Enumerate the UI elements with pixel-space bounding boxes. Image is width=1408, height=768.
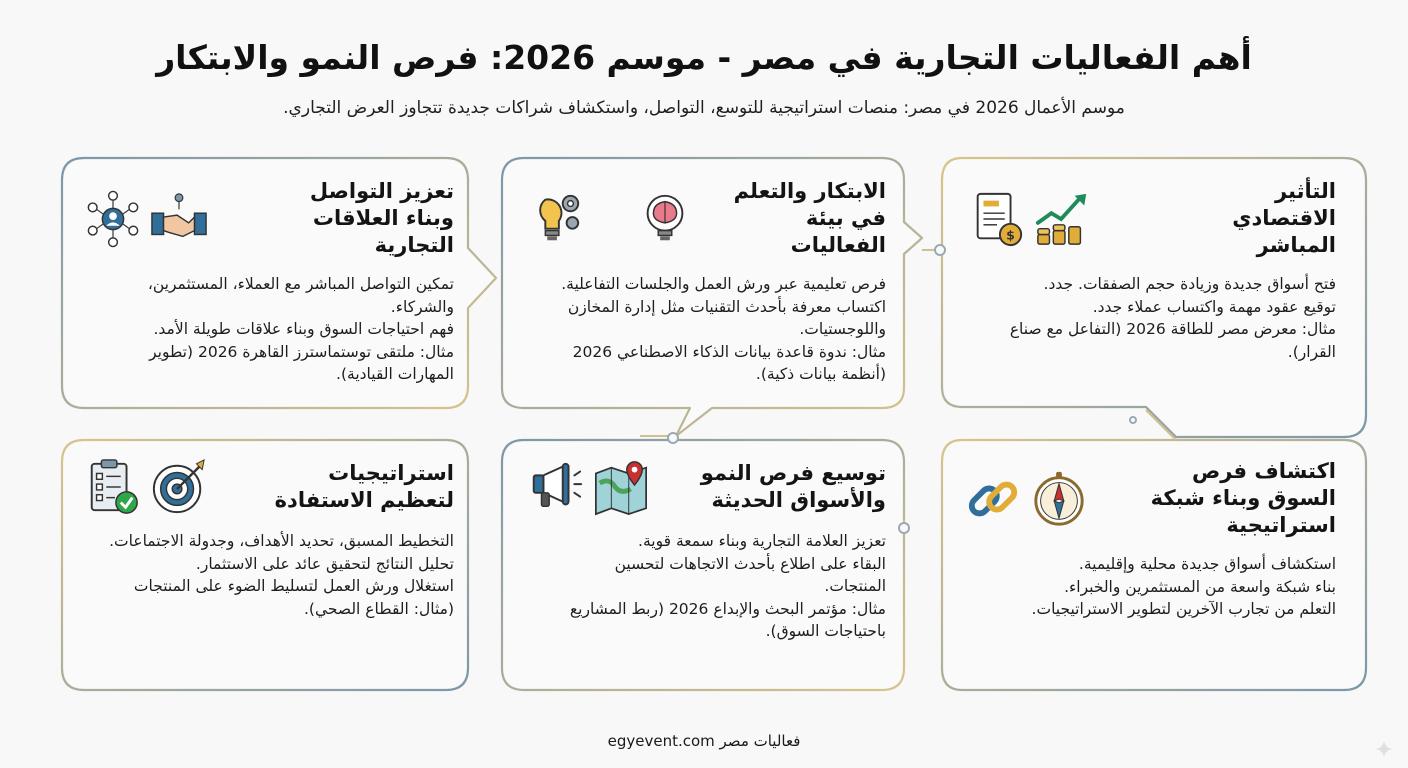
card-title: استراتيجيات لتعظيم الاستفادة (274, 461, 454, 512)
card-line: اكتساب معرفة بأحدث التقنيات مثل إدارة المخازن واللوجستيات. (567, 297, 886, 338)
handshake-icon (150, 190, 208, 248)
card-body (104, 273, 454, 386)
card-line: مثال: ندوة قاعدة بيانات الذكاء الاصطناعي 2026 (أنظمة بيانات ذكية). (572, 342, 886, 383)
target-arrow-icon (150, 458, 208, 516)
card-growth (526, 458, 886, 643)
compass-icon (1030, 470, 1088, 528)
card-body (556, 530, 886, 643)
megaphone-icon (526, 458, 584, 516)
card-icons (84, 458, 208, 516)
footer-source: فعاليات مصر egyevent.com (607, 732, 801, 750)
page-subtitle: موسم الأعمال 2026 في مصر: منصات استراتيجية للتوسع، التواصل، واستكشاف شراكات جديدة تتجاوز العرض التجاري. (283, 98, 1125, 118)
card-line: توقيع عقود مهمة واكتساب عملاء جدد. (1092, 297, 1336, 316)
card-icons (636, 190, 694, 248)
card-title: التأثير الاقتصادي المباشر (1232, 179, 1336, 257)
card-line: تحليل النتائج لتحقيق عائد على الاستثمار. (195, 554, 454, 573)
card-title: تعزيز التواصل وبناء العلاقات التجارية (309, 179, 454, 257)
card-icons (964, 470, 1088, 528)
financial-document-icon (968, 190, 1026, 248)
card-icons (968, 190, 1092, 248)
chain-link-icon (964, 470, 1022, 528)
card-body (986, 273, 1336, 363)
sparkle-icon (1375, 740, 1393, 758)
card-head (526, 458, 886, 516)
card-line: فهم احتياجات السوق وبناء علاقات طويلة الأمد. (153, 320, 454, 338)
lightbulb-gears-icon (526, 190, 584, 248)
card-body (984, 553, 1336, 621)
checklist-icon (84, 458, 142, 516)
card-head (968, 178, 1336, 259)
card-line: مثال: ملتقى توستماسترز القاهرة 2026 (تطوير المهارات القيادية). (149, 342, 454, 383)
card-body (556, 273, 886, 386)
card-title: اكتشاف فرص السوق وبناء شبكة استراتيجية (1150, 459, 1336, 537)
network-people-icon (84, 190, 142, 248)
card-line: بناء شبكة واسعة من المستثمرين والخبراء. (1064, 577, 1336, 596)
svg-text:$: $ (1006, 226, 1015, 242)
card-line: التخطيط المسبق، تحديد الأهداف، وجدولة الاجتماعات. (109, 532, 454, 550)
brain-bulb-icon (636, 190, 694, 248)
card-line: تمكين التواصل المباشر مع العملاء، المستثمرين، والشركاء. (147, 275, 454, 316)
card-line: تعزيز العلامة التجارية وبناء سمعة قوية. (638, 532, 886, 550)
map-pin-icon (592, 458, 650, 516)
card-body (104, 530, 454, 620)
card-head (964, 458, 1336, 539)
card-title: الابتكار والتعلم في بيئة الفعاليات (733, 179, 886, 257)
card-strategy (84, 458, 454, 620)
card-line: التعلم من تجارب الآخرين لتطوير الاستراتيجيات. (1031, 600, 1336, 618)
card-innovation (526, 178, 886, 386)
card-line: استكشاف أسواق جديدة محلية وإقليمية. (1078, 555, 1336, 573)
card-head (526, 178, 886, 259)
growth-chart-coins-icon (1034, 190, 1092, 248)
card-icons (526, 190, 584, 248)
card-line: فرص تعليمية عبر ورش العمل والجلسات التفاعلية. (561, 275, 886, 293)
card-economic-impact (968, 178, 1336, 363)
card-line: مثال: معرض مصر للطاقة 2026 (التفاعل مع صناع القرار). (1009, 320, 1336, 361)
card-icons (84, 190, 208, 248)
card-head (84, 458, 454, 516)
card-line: البقاء على اطلاع بأحدث الاتجاهات لتحسين المنتجات. (614, 554, 886, 595)
page-title: أهم الفعاليات التجارية في مصر - موسم 2026: فرص النمو والابتكار (156, 38, 1252, 77)
card-title: توسيع فرص النمو والأسواق الحديثة (700, 461, 886, 512)
card-networking (84, 178, 454, 386)
card-head (84, 178, 454, 259)
card-line: فتح أسواق جديدة وزيادة حجم الصفقات. جدد. (1043, 275, 1336, 293)
card-line: استغلال ورش العمل لتسليط الضوء على المنتجات (مثال: القطاع الصحي). (133, 577, 454, 618)
card-icons (526, 458, 650, 516)
card-market-discovery (964, 458, 1336, 621)
card-line: مثال: مؤتمر البحث والإبداع 2026 (ربط المشاريع باحتياجات السوق). (569, 599, 886, 640)
